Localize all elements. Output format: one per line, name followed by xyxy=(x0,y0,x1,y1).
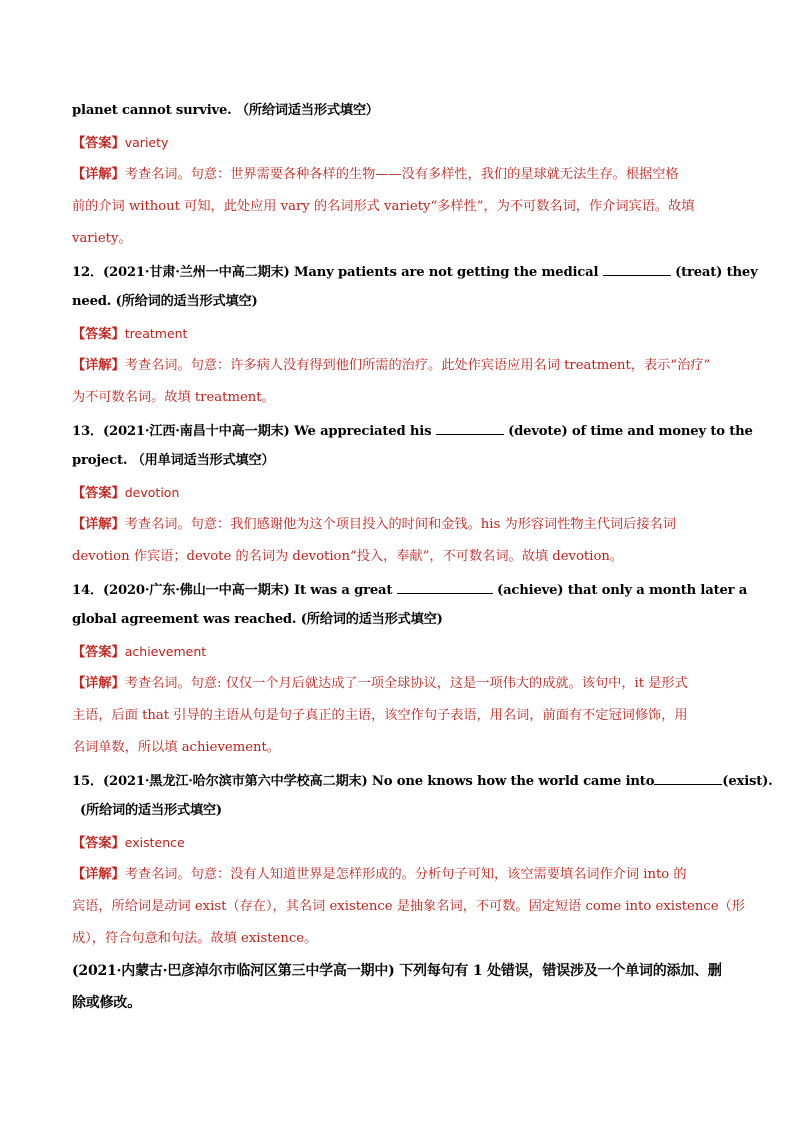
explanation-text: 考查名词。句意：许多病人没有得到他们所需的治疗。此处作宾语应用名词 treatment，表示“治疗” xyxy=(124,358,711,373)
explanation-text: 考查名词。句意：没有人知道世界是怎样形成的。分析句子可知，该空需要填名词作介词 into 的 xyxy=(124,867,687,882)
explanation-text: 考查名词。句意：世界需要各种各样的生物——没有多样性，我们的星球就无法生存。根据空格 xyxy=(124,167,679,182)
answer-label: 【答案】 xyxy=(72,836,125,851)
question-text: (exist). xyxy=(722,774,773,789)
question-13-line-2: project. （用单词适当形式填空） xyxy=(72,453,275,468)
question-text: (devote) of time and money to the xyxy=(503,424,753,439)
answer-blank xyxy=(397,579,493,594)
explanation-14-line-3: 名词单数，所以填 achievement。 xyxy=(72,740,280,755)
question-12-line-2: need. (所给词的适当形式填空) xyxy=(72,294,258,309)
answer-label: 【答案】 xyxy=(72,645,125,660)
detail-label: 【详解】 xyxy=(72,867,125,882)
question-14-line-1 xyxy=(72,579,748,600)
question-text: 15．(2021·黑龙江·哈尔滨市第六中学校高二期末) No one knows how the world came into xyxy=(72,774,655,789)
section-heading-line-2: 除或修改。 xyxy=(72,995,141,1011)
explanation-14-line-1 xyxy=(72,675,732,693)
explanation-12-line-1 xyxy=(72,357,732,375)
answer-value: variety xyxy=(124,135,169,150)
explanation-11-line-2: 前的介词 without 可知，此处应用 vary 的名词形式 variety“多样性”，为不可数名词，作介词宾语。故填 xyxy=(72,199,695,214)
explanation-11-line-1 xyxy=(72,166,732,184)
explanation-12-line-2: 为不可数名词。故填 treatment。 xyxy=(72,390,275,405)
answer-value: devotion xyxy=(124,485,180,500)
question-14-line-2: global agreement was reached. (所给词的适当形式填空) xyxy=(72,612,443,627)
detail-label: 【详解】 xyxy=(72,517,125,532)
explanation-13-line-1 xyxy=(72,516,732,534)
explanation-text: 考查名词。句意：我们感谢他为这个项目投入的时间和金钱。his 为形容词性物主代词后接名词 xyxy=(124,517,676,532)
answer-12 xyxy=(72,325,732,344)
explanation-11-line-3: variety。 xyxy=(72,231,132,246)
answer-label: 【答案】 xyxy=(72,486,125,501)
question-text: 13．(2021·江西·南昌十中高一期末) We appreciated his xyxy=(72,424,436,439)
answer-blank xyxy=(654,770,722,785)
detail-label: 【详解】 xyxy=(72,167,125,182)
explanation-text: 考查名词。句意: 仅仅一个月后就达成了一项全球协议，这是一项伟大的成就。该句中，it 是形式 xyxy=(124,676,688,691)
question-text: 12．(2021·甘肃·兰州一中高二期末) Many patients are not getting the medical xyxy=(72,265,603,280)
answer-14 xyxy=(72,643,732,662)
answer-value: existence xyxy=(124,835,185,850)
detail-label: 【详解】 xyxy=(72,676,125,691)
question-15-line-2: (所给词的适当形式填空) xyxy=(80,803,222,818)
question-12-line-1 xyxy=(72,261,758,282)
answer-13 xyxy=(72,484,732,503)
answer-label: 【答案】 xyxy=(72,136,125,151)
explanation-15-line-3: 成），符合句意和句法。故填 existence。 xyxy=(72,931,318,946)
question-text: (achieve) that only a month later a xyxy=(492,583,748,598)
answer-blank xyxy=(436,420,504,435)
detail-label: 【详解】 xyxy=(72,358,125,373)
answer-label: 【答案】 xyxy=(72,327,125,342)
answer-11 xyxy=(72,134,732,153)
question-text: 14．(2020·广东·佛山一中高一期末) It was a great xyxy=(72,583,397,598)
explanation-15-line-1 xyxy=(72,866,732,884)
question-text: (treat) they xyxy=(670,265,758,280)
question-13-line-1 xyxy=(72,420,753,441)
answer-value: achievement xyxy=(124,644,207,659)
answer-value: treatment xyxy=(124,326,188,341)
explanation-15-line-2: 宾语，所给词是动词 exist（存在），其名词 existence 是抽象名词，不可数。固定短语 come into existence（形 xyxy=(72,899,745,914)
answer-blank xyxy=(603,261,671,276)
answer-15 xyxy=(72,834,732,853)
explanation-14-line-2: 主语，后面 that 引导的主语从句是句子真正的主语，该空作句子表语，用名词，前面有不定冠词修饰，用 xyxy=(72,708,688,723)
question-11-tail: planet cannot survive. （所给词适当形式填空） xyxy=(72,103,379,118)
question-15-line-1 xyxy=(72,770,773,791)
section-heading-line-1: (2021·内蒙古·巴彦淖尔市临河区第三中学高一期中) 下列每句有 1 处错误，错误涉及一个单词的添加、删 xyxy=(72,963,722,979)
explanation-13-line-2: devotion 作宾语；devote 的名词为 devotion“投入，奉献”，不可数名词。故填 devotion。 xyxy=(72,549,624,564)
